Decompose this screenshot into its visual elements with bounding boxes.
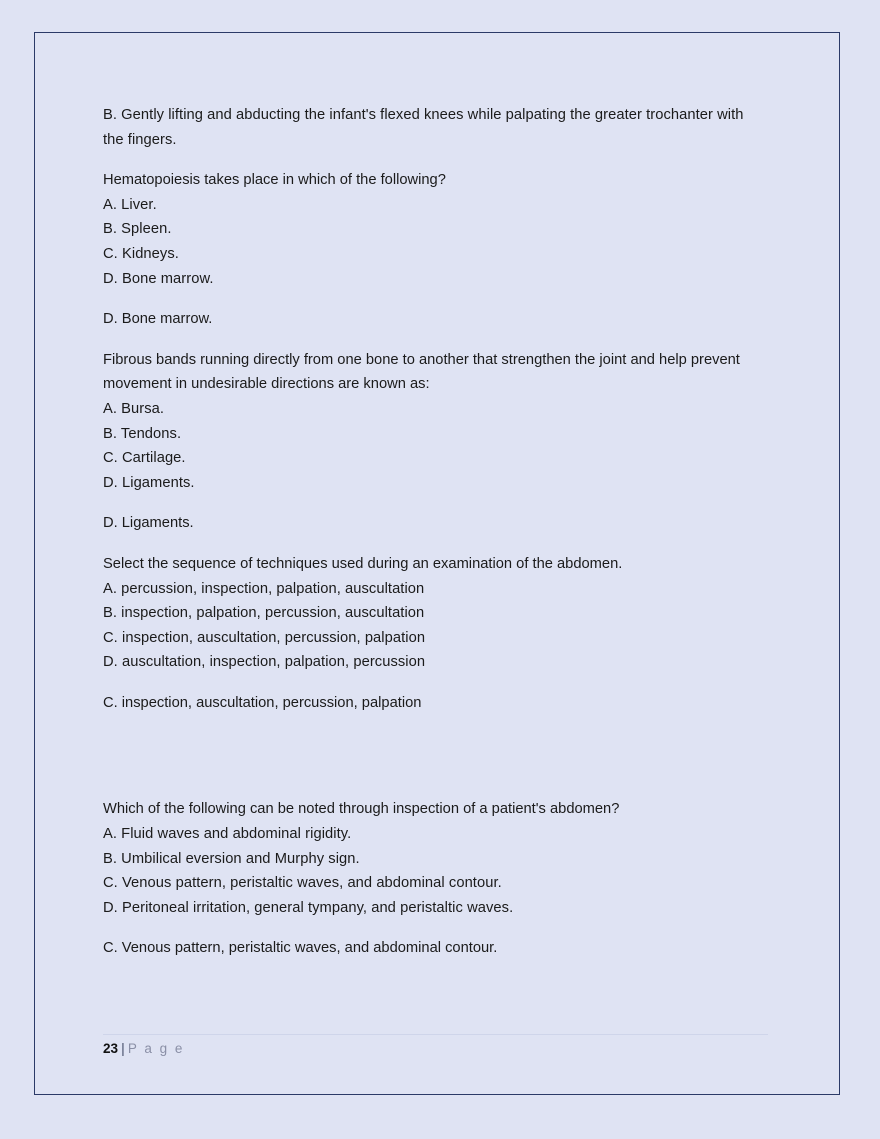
question-option-c: C. Cartilage.: [103, 450, 186, 467]
continuation-paragraph: [103, 103, 768, 152]
question-option-c: C. Venous pattern, peristaltic waves, and abdominal contour.: [103, 875, 502, 892]
continuation-text: B. Gently lifting and abducting the infant's flexed knees while palpating the greater trochanter with the fingers.: [103, 107, 744, 148]
section-spacer: [103, 731, 768, 797]
question-option-a: A. Bursa.: [103, 400, 165, 417]
question-block-3: [103, 552, 768, 675]
question-option-c: C. inspection, auscultation, percussion, palpation: [103, 629, 426, 646]
question-option-d: D. auscultation, inspection, palpation, percussion: [103, 654, 426, 671]
question-block-2: [103, 348, 768, 496]
page-content: [103, 103, 768, 977]
question-option-a: A. Liver.: [103, 196, 157, 213]
footer-page-number: 23: [103, 1041, 119, 1056]
question-stem: Which of the following can be noted through inspection of a patient's abdomen?: [103, 801, 620, 818]
footer-inner: [103, 1041, 768, 1056]
answer-text: C. inspection, auscultation, percussion, palpation: [103, 694, 422, 711]
footer-separator: |: [121, 1041, 125, 1056]
question-option-d: D. Peritoneal irritation, general tympany, and peristaltic waves.: [103, 899, 514, 916]
answer-block-1: [103, 307, 768, 332]
answer-text: D. Ligaments.: [103, 515, 194, 532]
question-option-a: A. percussion, inspection, palpation, auscultation: [103, 580, 425, 597]
answer-block-4: [103, 936, 768, 961]
answer-block-3: [103, 691, 768, 716]
document-page: [34, 32, 840, 1095]
question-option-a: A. Fluid waves and abdominal rigidity.: [103, 826, 352, 843]
question-option-b: B. Umbilical eversion and Murphy sign.: [103, 850, 360, 867]
question-block-1: [103, 168, 768, 291]
page-footer: [103, 1034, 768, 1056]
answer-block-2: [103, 511, 768, 536]
question-stem: Hematopoiesis takes place in which of the following?: [103, 172, 446, 189]
question-option-d: D. Ligaments.: [103, 474, 195, 491]
question-option-b: B. Spleen.: [103, 221, 172, 238]
question-stem: Fibrous bands running directly from one bone to another that strengthen the joint and help prevent movement in undesirable directions are known as:: [103, 351, 740, 393]
answer-text: D. Bone marrow.: [103, 311, 213, 328]
question-option-b: B. Tendons.: [103, 425, 182, 442]
question-stem: Select the sequence of techniques used during an examination of the abdomen.: [103, 555, 623, 572]
answer-text: C. Venous pattern, peristaltic waves, and abdominal contour.: [103, 940, 498, 957]
question-option-b: B. inspection, palpation, percussion, auscultation: [103, 605, 425, 622]
question-block-4: [103, 797, 768, 920]
question-option-c: C. Kidneys.: [103, 245, 179, 262]
question-option-d: D. Bone marrow.: [103, 270, 214, 287]
footer-page-label: P a g e: [127, 1041, 185, 1056]
